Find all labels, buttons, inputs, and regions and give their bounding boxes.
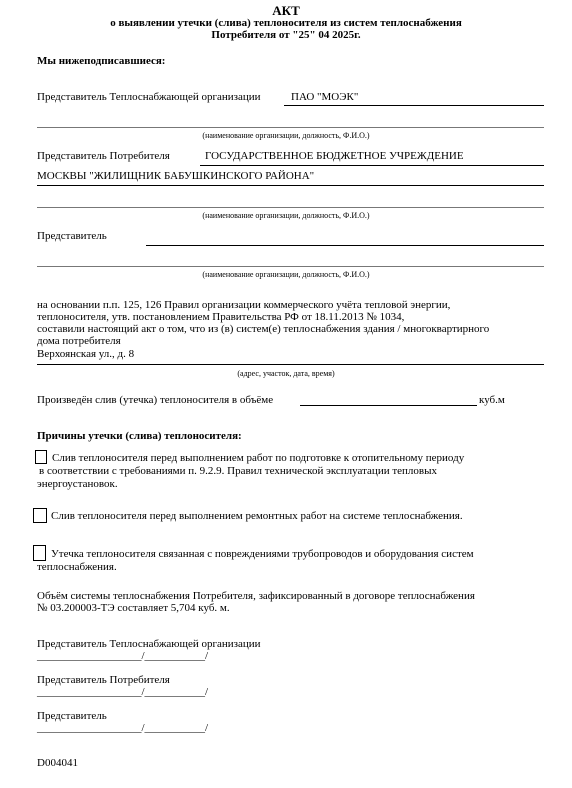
volume-unit: куб.м <box>479 394 505 406</box>
reason-1-checkbox[interactable] <box>35 450 47 464</box>
sign-consumer-blank[interactable]: ___________________/___________/ <box>37 686 209 698</box>
basis-line-2: теплоносителя, утв. постановлением Правительства РФ от 18.11.2013 № 1034, <box>37 311 405 323</box>
reason-3-line-1: Утечка теплоносителя связанная с повреждениями трубопроводов и оборудования систем <box>51 548 474 560</box>
volume-label: Произведён слив (утечка) теплоносителя в объёме <box>37 394 274 406</box>
sign-consumer-label: Представитель Потребителя <box>37 674 170 686</box>
undersigned-heading: Мы нижеподписавшиеся: <box>37 55 166 67</box>
sign-supplier-label: Представитель Теплоснабжающей организации <box>37 638 261 650</box>
rep-other-caption: (наименование организации, должность, Ф.И.О.) <box>202 270 370 279</box>
rep-supplier-value: ПАО "МОЭК" <box>291 91 359 103</box>
rep-consumer-caption: (наименование организации, должность, Ф.И.О.) <box>202 211 370 220</box>
sign-other-blank[interactable]: ___________________/___________/ <box>37 722 209 734</box>
address-underline <box>37 364 544 365</box>
reason-1-line-3: энергоустановок. <box>37 478 118 490</box>
reason-1-line-2: в соответствии с требованиями п. 9.2.9. Правил технической эксплуатации тепловых <box>39 465 437 477</box>
rep-consumer-extra-line <box>37 207 544 208</box>
rep-supplier-extra-line <box>37 127 544 128</box>
basis-line-3: составили настоящий акт о том, что из (в) систем(е) теплоснабжения здания / многоквартирного <box>37 323 490 335</box>
reason-3-checkbox[interactable] <box>33 545 46 561</box>
address-caption: (адрес, участок, дата, время) <box>237 369 335 378</box>
rep-other-label: Представитель <box>37 230 107 242</box>
rep-supplier-underline <box>284 105 544 106</box>
rep-other-underline <box>146 245 544 246</box>
rep-consumer-underline-1 <box>200 165 544 166</box>
system-volume-line-1: Объём системы теплоснабжения Потребителя, зафиксированный в договоре теплоснабжения <box>37 590 475 602</box>
doc-code: D004041 <box>37 757 78 769</box>
rep-consumer-value-1: ГОСУДАРСТВЕННОЕ БЮДЖЕТНОЕ УЧРЕЖДЕНИЕ <box>205 150 464 162</box>
address-value: Верхоянская ул., д. 8 <box>37 348 135 360</box>
rep-consumer-value-2: МОСКВЫ "ЖИЛИЩНИК БАБУШКИНСКОГО РАЙОНА" <box>37 170 315 182</box>
rep-consumer-label: Представитель Потребителя <box>37 150 170 162</box>
reason-1-line-1: Слив теплоносителя перед выполнением работ по подготовке к отопительному периоду <box>52 452 465 464</box>
rep-consumer-underline-2 <box>37 185 544 186</box>
rep-supplier-caption: (наименование организации, должность, Ф.И.О.) <box>202 131 370 140</box>
reason-3-line-2: теплоснабжения. <box>37 561 117 573</box>
reasons-heading: Причины утечки (слива) теплоносителя: <box>37 430 242 442</box>
reason-2-checkbox[interactable] <box>33 508 47 523</box>
act-date-line: Потребителя от "25" 04 2025г. <box>211 29 361 41</box>
act-title: АКТ <box>272 3 300 18</box>
rep-supplier-label: Представитель Теплоснабжающей организации <box>37 91 261 103</box>
rep-other-extra-line <box>37 266 544 267</box>
basis-line-4: дома потребителя <box>37 335 121 347</box>
act-subtitle: о выявлении утечки (слива) теплоносителя из систем теплоснабжения <box>110 17 462 29</box>
sign-supplier-blank[interactable]: ___________________/___________/ <box>37 650 209 662</box>
basis-line-1: на основании п.п. 125, 126 Правил организации коммерческого учёта тепловой энергии, <box>37 299 451 311</box>
sign-other-label: Представитель <box>37 710 107 722</box>
system-volume-line-2: № 03.200003-ТЭ составляет 5,704 куб. м. <box>37 602 230 614</box>
volume-blank <box>300 405 477 406</box>
reason-2-line-1: Слив теплоносителя перед выполнением ремонтных работ на системе теплоснабжения. <box>51 510 463 522</box>
